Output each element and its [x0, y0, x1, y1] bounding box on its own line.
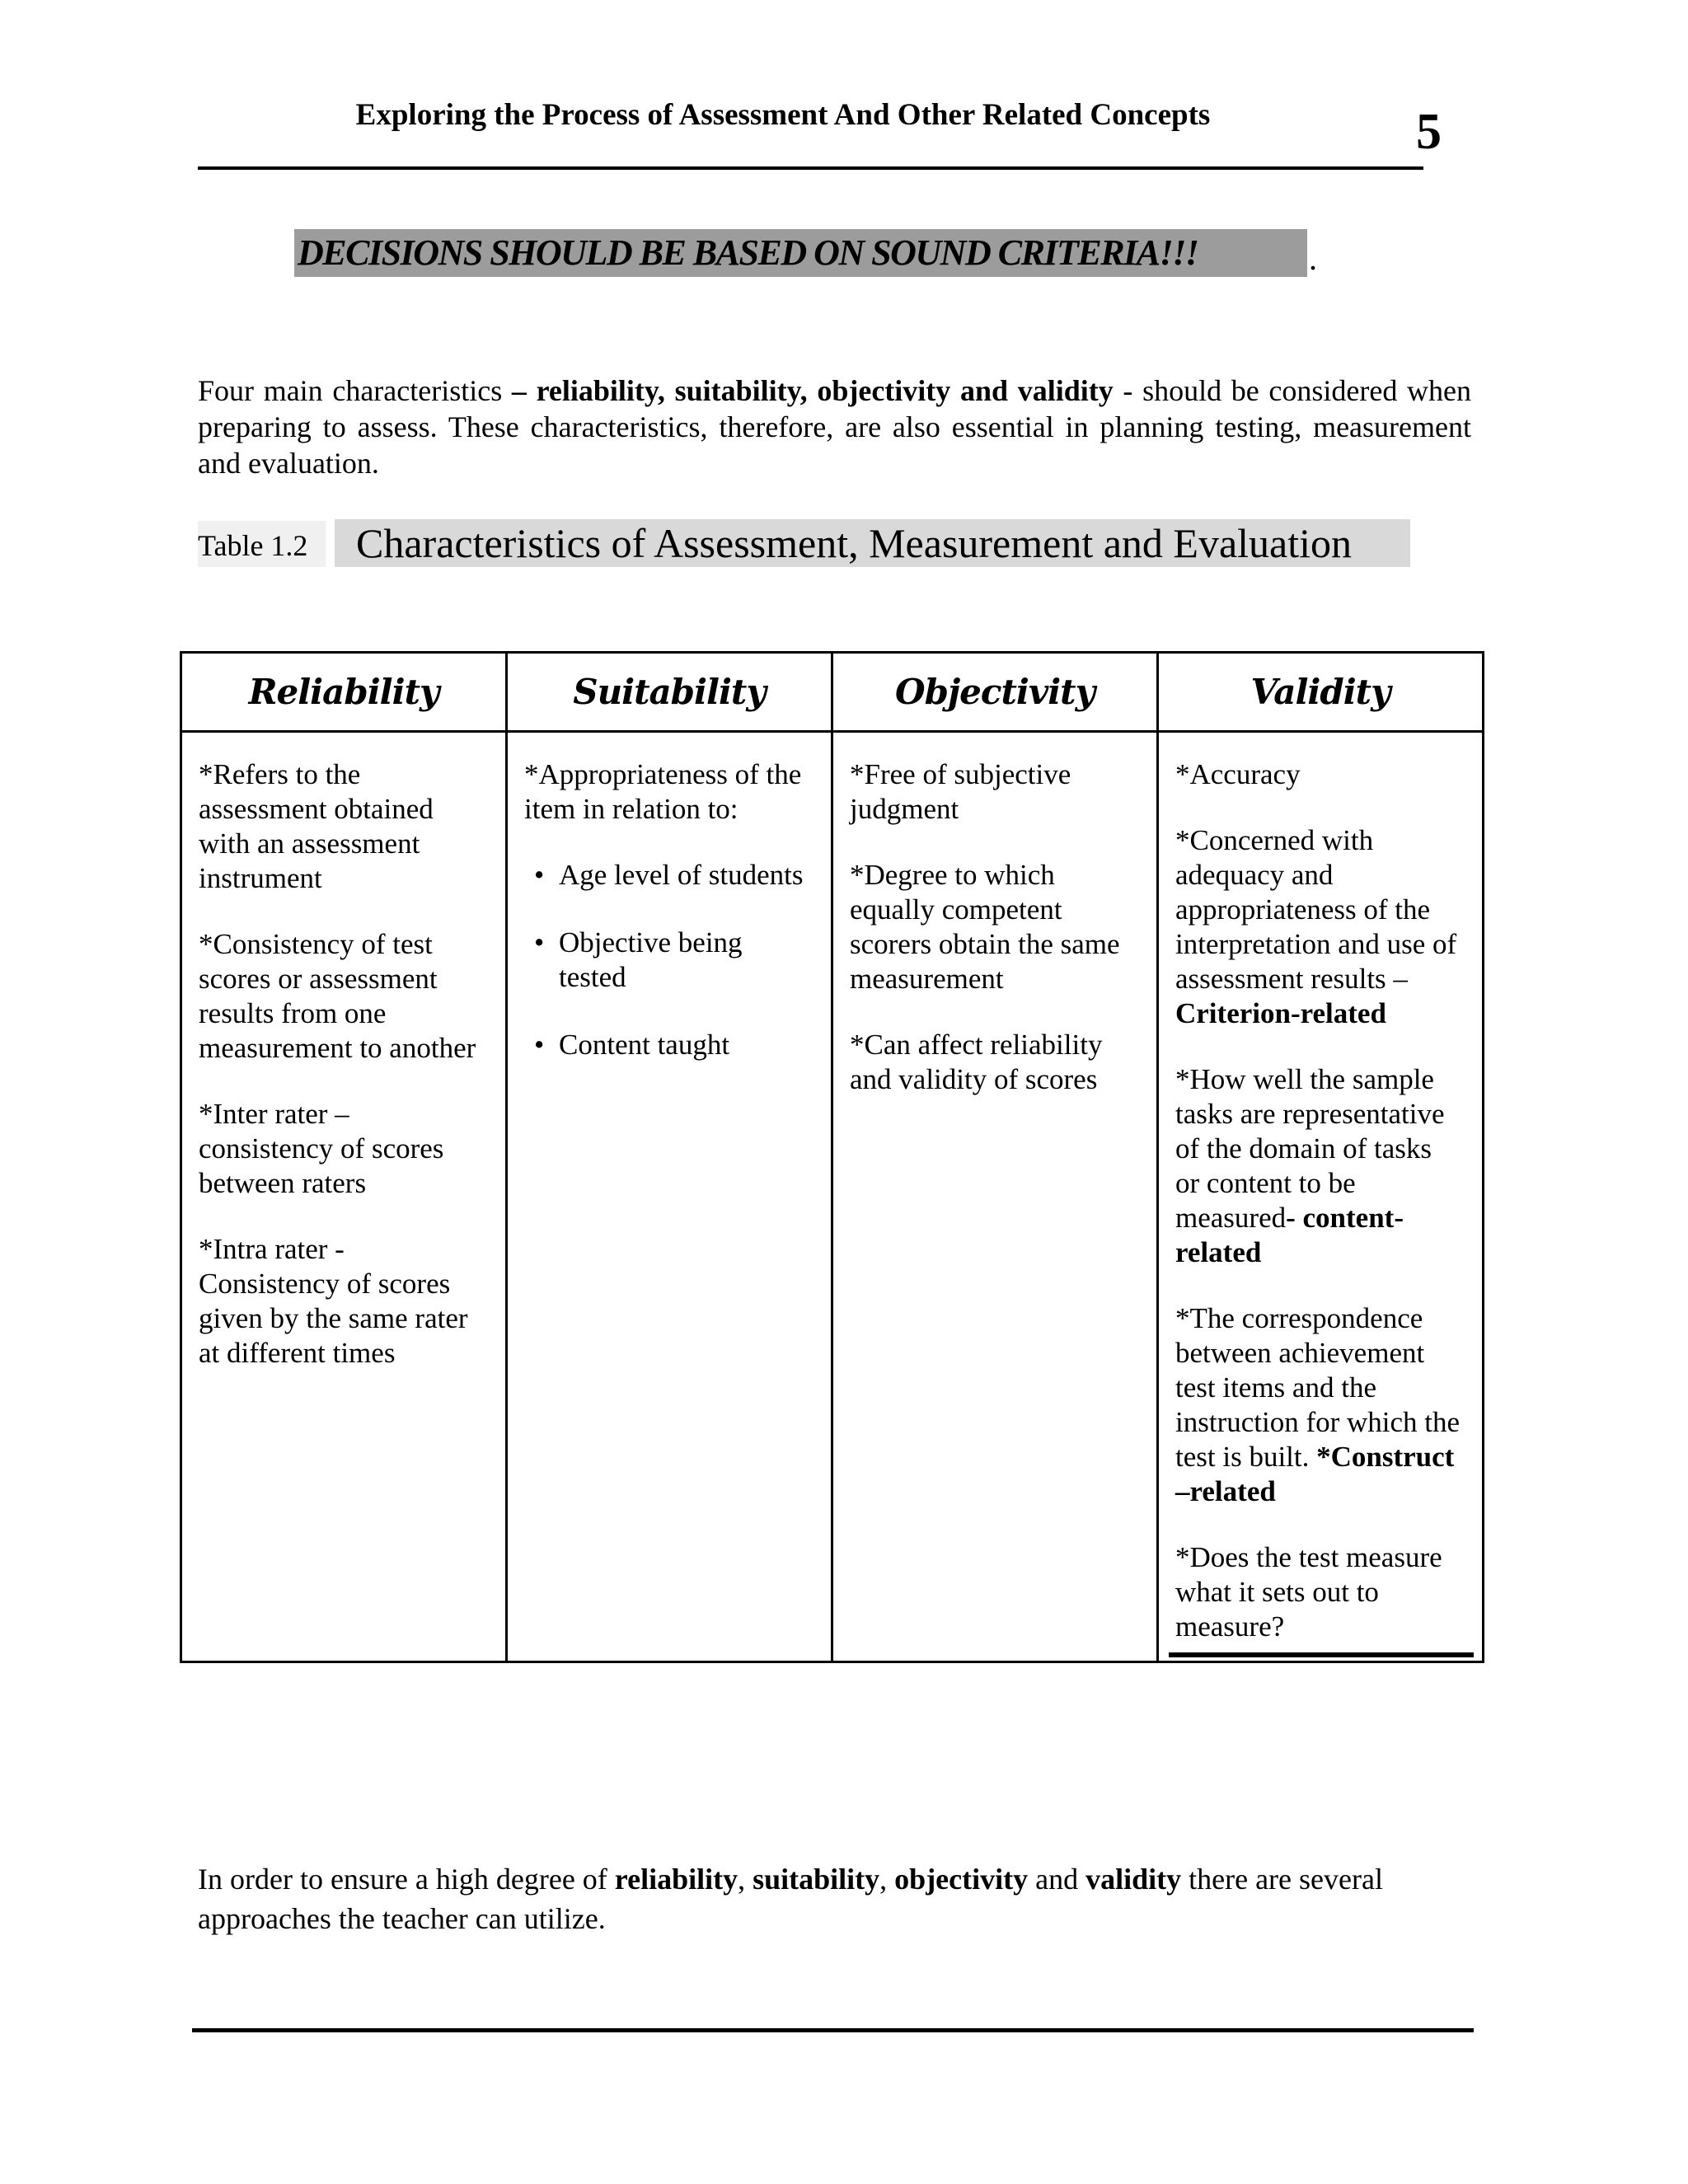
list-item-text: Objective being tested	[559, 926, 743, 993]
text-line: *Inter rater –	[199, 1098, 349, 1130]
list-item	[524, 858, 814, 893]
text-line: *Does the test measure	[1175, 1541, 1442, 1573]
text-line: instruction for which the	[1175, 1406, 1461, 1438]
table-header-row	[181, 653, 1484, 732]
text-line: *How well the sample	[1175, 1063, 1434, 1095]
header-validity: Validity	[1158, 653, 1484, 732]
text-line: measure?	[1175, 1610, 1285, 1643]
text-line: *Accuracy	[1175, 758, 1301, 790]
table-caption-title: Characteristics of Assessment, Measurement and Evaluation	[335, 519, 1410, 567]
header-reliability: Reliability	[181, 653, 507, 732]
text-line: item in relation to:	[524, 793, 738, 825]
table-caption-label: Table 1.2	[198, 521, 326, 567]
text-line: *Free of subjective	[850, 758, 1071, 790]
cell-suitability	[507, 732, 832, 1662]
validity-type-label: Criterion-related	[1175, 997, 1386, 1029]
validity-type-label: related	[1175, 1236, 1262, 1268]
text-line: given by the same rater	[199, 1302, 468, 1334]
intro-text-end: - should be considered when preparing to assess. These characteristics, therefore, are also essential in planning testing, measurement and evaluation.	[198, 374, 1472, 480]
term-objectivity: objectivity	[894, 1863, 1029, 1896]
text-fragment: measured	[1175, 1202, 1287, 1234]
text-line: judgment	[850, 793, 959, 825]
text-line: assessment results –	[1175, 963, 1408, 995]
text-line: *Concerned with	[1175, 824, 1374, 856]
list-item-text: Age level of students	[559, 859, 804, 891]
text-line: results from one	[199, 997, 387, 1029]
validity-type-label: - content-	[1286, 1202, 1404, 1234]
text-line: Consistency of scores	[199, 1268, 451, 1300]
bullet-icon: •	[534, 859, 545, 891]
text-line: measurement to another	[199, 1032, 476, 1064]
running-header-title: Exploring the Process of Assessment And Other Related Concepts	[355, 98, 1211, 132]
page-number: 5	[1416, 104, 1442, 160]
list-item	[524, 926, 814, 995]
text-line: with an assessment	[199, 827, 420, 860]
highlighted-callout: DECISIONS SHOULD BE BASED ON SOUND CRITERIA!!!	[294, 229, 1307, 277]
outro-sep: ,	[879, 1863, 895, 1896]
header-objectivity: Objectivity	[832, 653, 1158, 732]
outro-text: In order to ensure a high degree of	[198, 1863, 615, 1896]
text-line: equally competent	[850, 893, 1062, 926]
text-line: adequacy and	[1175, 859, 1334, 891]
characteristics-table	[180, 651, 1484, 1663]
intro-dash: –	[511, 374, 527, 407]
suitability-bullet-list	[524, 858, 814, 1062]
text-line: consistency of scores	[199, 1132, 444, 1165]
cell-validity	[1158, 732, 1484, 1662]
intro-key-terms: reliability, suitability, objectivity and validity	[536, 374, 1114, 407]
bullet-icon: •	[534, 1029, 545, 1061]
outro-sep: ,	[738, 1863, 753, 1896]
text-fragment: test is built.	[1175, 1441, 1317, 1473]
closing-paragraph	[198, 1859, 1484, 1938]
text-line: *Can affect reliability	[850, 1029, 1103, 1061]
text-line: measurement	[850, 963, 1004, 995]
text-line: *Appropriateness of the	[524, 758, 802, 790]
list-item-text: Content taught	[559, 1029, 730, 1061]
intro-text-start: Four main characteristics	[198, 374, 512, 407]
text-line: what it sets out to	[1175, 1576, 1379, 1608]
outro-sep: and	[1028, 1863, 1086, 1896]
text-line: interpretation and use of	[1175, 928, 1457, 960]
text-line: scores or assessment	[199, 963, 438, 995]
list-item	[524, 1028, 814, 1062]
text-line: appropriateness of the	[1175, 893, 1431, 926]
validity-type-label: *Construct	[1316, 1441, 1455, 1473]
text-line: scorers obtain the same	[850, 928, 1120, 960]
text-line: test items and the	[1175, 1371, 1376, 1404]
term-reliability: reliability	[614, 1863, 738, 1896]
term-validity: validity	[1085, 1863, 1182, 1896]
text-line	[1175, 1201, 1465, 1235]
text-line: *Degree to which	[850, 859, 1055, 891]
term-suitability: suitability	[753, 1863, 880, 1896]
text-line: *Intra rater -	[199, 1233, 345, 1265]
text-line	[1175, 1440, 1465, 1474]
footer-rule	[192, 2028, 1474, 2032]
text-line: tasks are representative	[1175, 1098, 1445, 1130]
text-line: assessment obtained	[199, 793, 434, 825]
text-line: instrument	[199, 862, 322, 894]
intro-paragraph	[198, 373, 1471, 481]
validity-cell-underline	[1169, 1652, 1474, 1657]
text-line: *The correspondence	[1175, 1302, 1423, 1334]
text-line: and validity of scores	[850, 1063, 1098, 1095]
text-line: or content to be	[1175, 1167, 1356, 1199]
validity-type-label: –related	[1175, 1475, 1276, 1507]
cell-objectivity	[832, 732, 1158, 1662]
table-body-row	[181, 732, 1484, 1662]
header-suitability: Suitability	[507, 653, 832, 732]
text-line: *Refers to the	[199, 758, 361, 790]
callout-trailing-period: .	[1309, 240, 1317, 277]
header-rule	[198, 166, 1423, 170]
cell-reliability	[181, 732, 507, 1662]
text-line: at different times	[199, 1337, 396, 1369]
text-line: between achievement	[1175, 1337, 1425, 1369]
bullet-icon: •	[534, 926, 545, 958]
text-line: of the domain of tasks	[1175, 1132, 1432, 1165]
text-line: *Consistency of test	[199, 928, 433, 960]
outro-text: there are several approaches the teacher can utilize.	[198, 1863, 1383, 1935]
text-line: between raters	[199, 1167, 367, 1199]
